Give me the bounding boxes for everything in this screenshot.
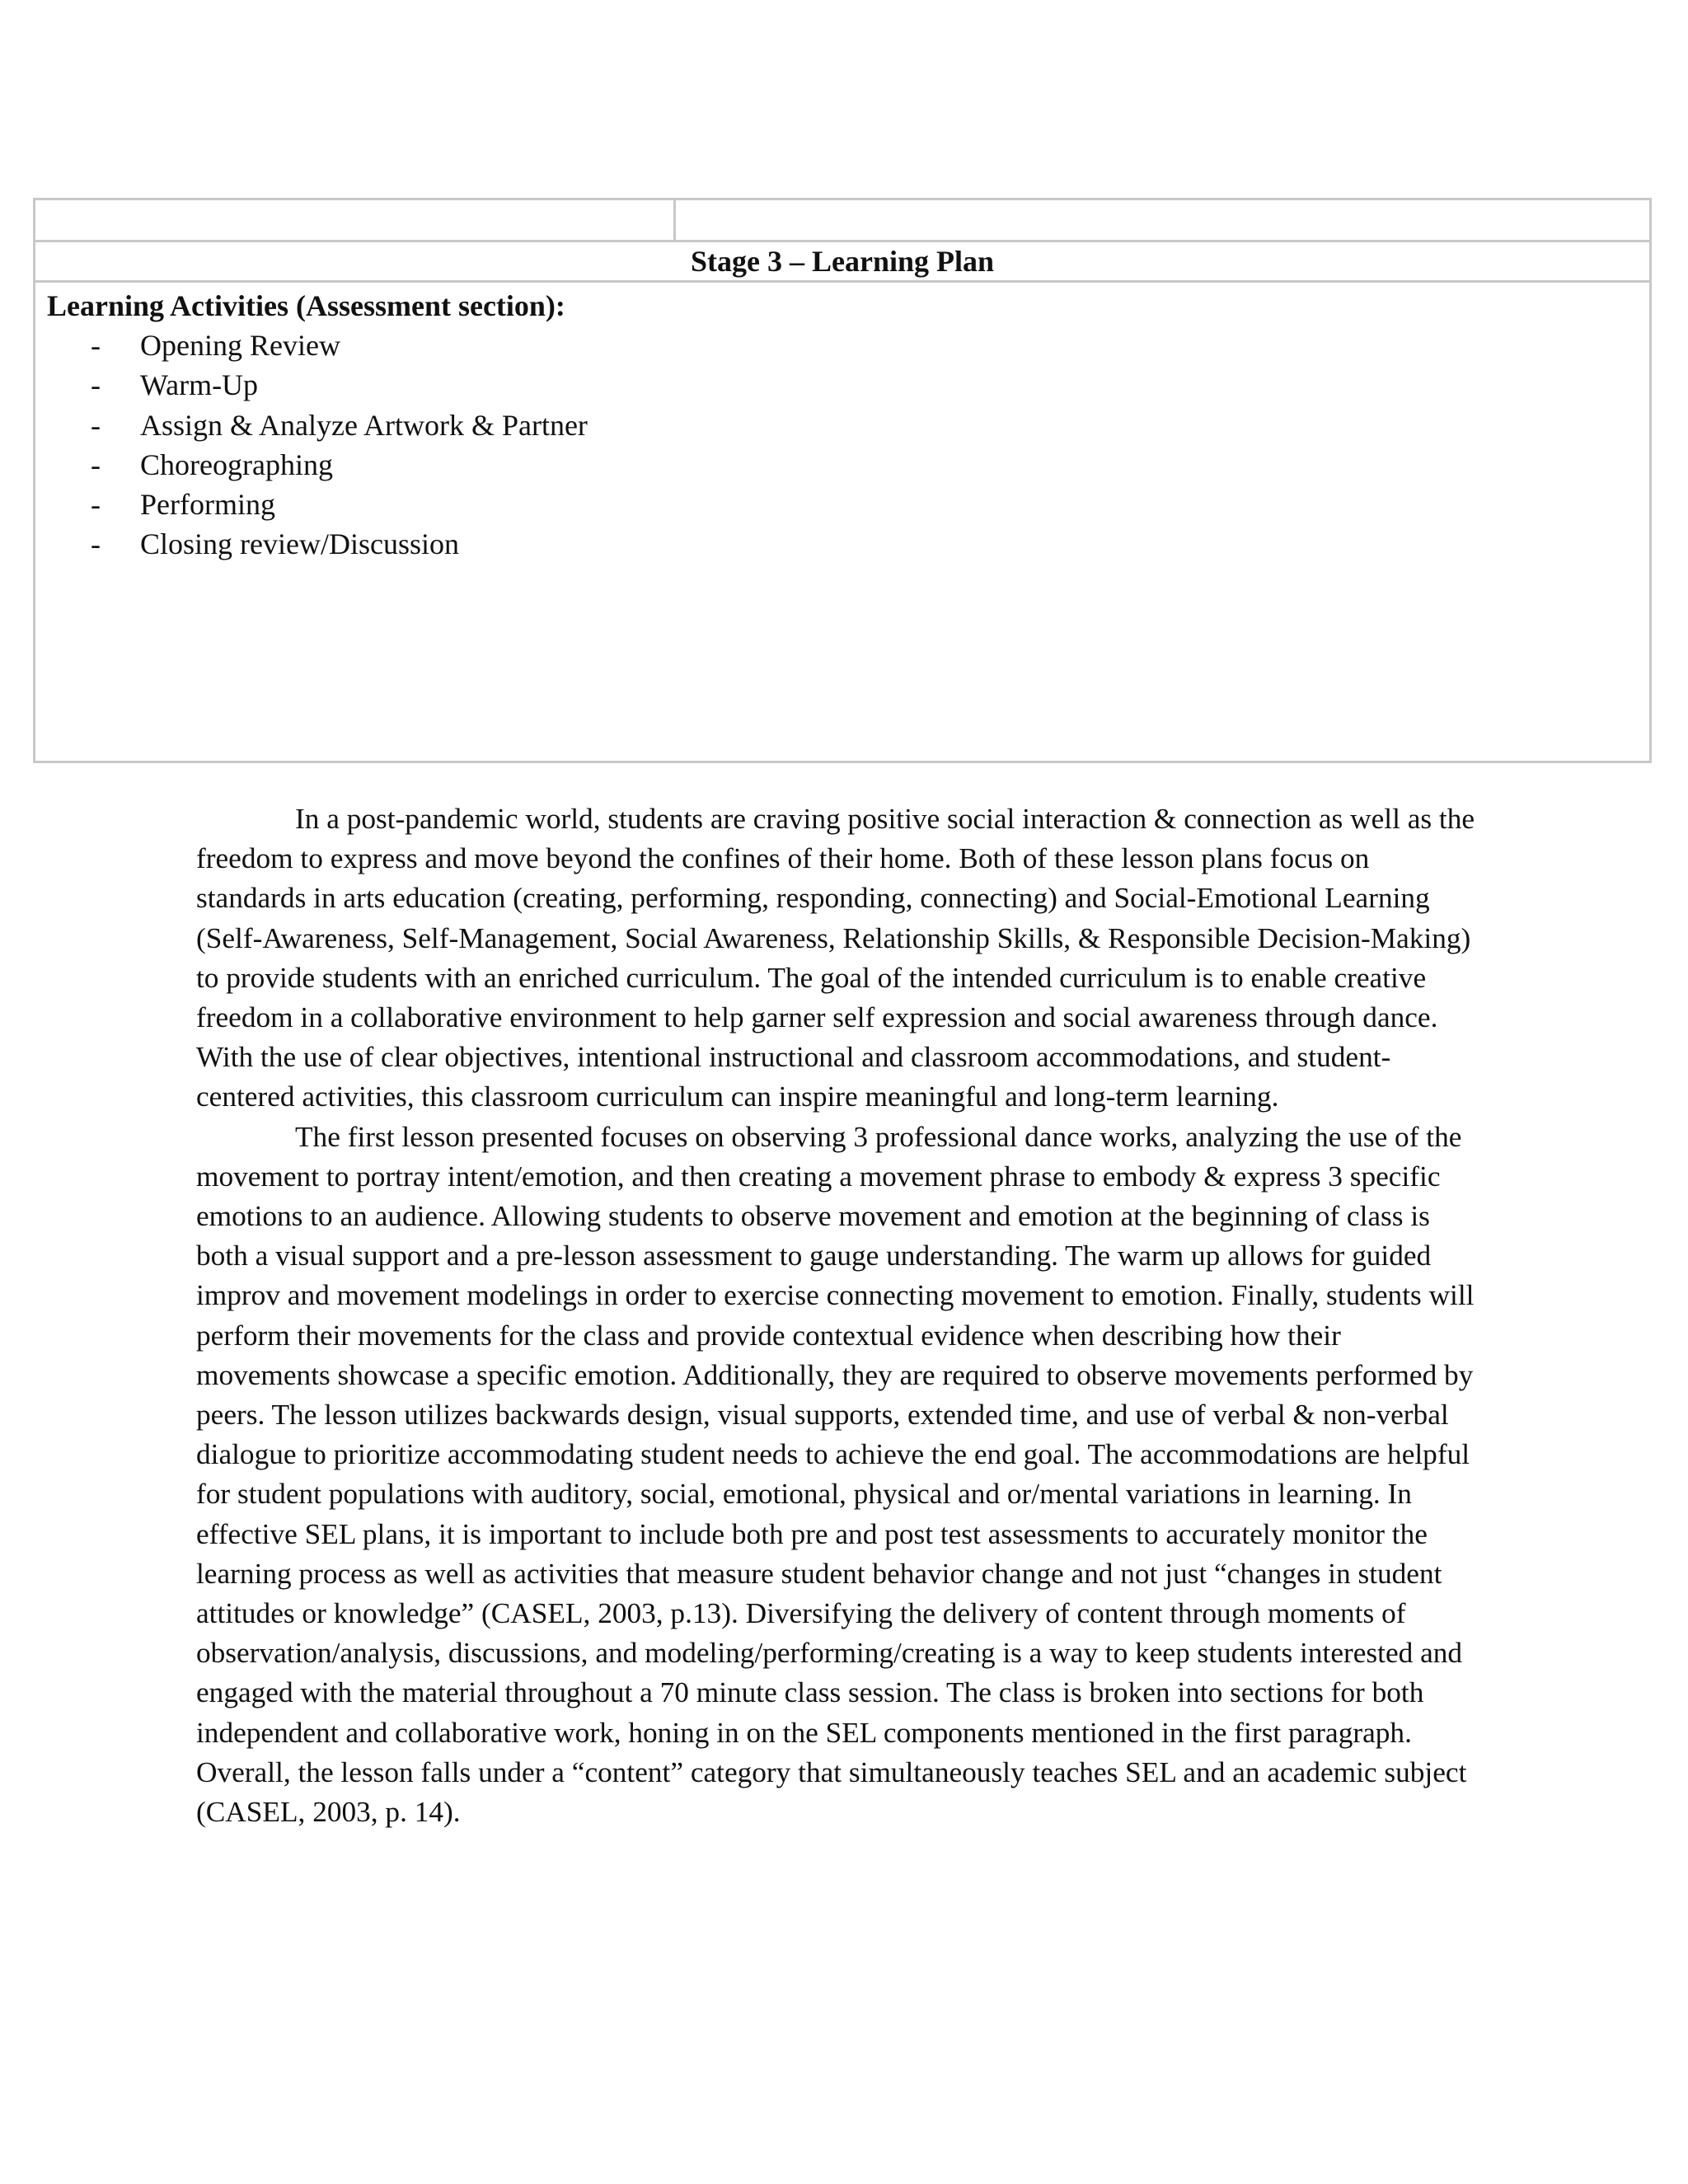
bullet-dash: - bbox=[91, 408, 101, 442]
essay-paragraph-intro: In a post-pandemic world, students are craving positive social interaction & connection as well as the freedom to express and move beyond the confines of their home. Both of these lesson plans focus on standards in arts education (creating, performing, responding, connecting) and Social-Emotional Learning (Self-Awareness, Self-Management, Social Awareness, Relationship Skills, & Responsible Decision-Making) to provide students with an enriched curriculum. The goal of the intended curriculum is to enable creative freedom in a collaborative environment to help garner self expression and social awareness through dance. With the use of clear objectives, intentional instructional and classroom accommodations, and student-centered activities, this classroom curriculum can inspire meaningful and long-term learning. bbox=[196, 803, 1475, 1113]
essay-paragraph-first-lesson: The first lesson presented focuses on observing 3 professional dance works, analyzing the use of the movement to portray intent/emotion, and then creating a movement phrase to embody & express 3 specific emotions to an audience. Allowing students to observe movement and emotion at the beginning of class is both a visual support and a pre-lesson assessment to gauge understanding. The warm up allows for guided improv and movement modelings in order to exercise connecting movement to emotion. Finally, students will perform their movements for the class and provide contextual evidence when describing how their movements showcase a specific emotion. Additionally, they are required to observe movements performed by peers. The lesson utilizes backwards design, visual supports, extended time, and use of verbal & non-verbal dialogue to prioritize accommodating student needs to achieve the end goal. The accommodations are helpful for student populations with auditory, social, emotional, physical and or/mental variations in learning. In effective SEL plans, it is important to include both pre and post test assessments to accurately monitor the learning process as well as activities that measure student behavior change and not just “changes in student attitudes or knowledge” (CASEL, 2003, p.13). Diversifying the delivery of content through moments of observation/analysis, discussions, and modeling/performing/creating is a way to keep students interested and engaged with the material throughout a 70 minute class session. The class is broken into sections for both independent and collaborative work, honing in on the SEL components mentioned in the first paragraph. Overall, the lesson falls under a “content” category that simultaneously teaches SEL and an academic subject (CASEL, 2003, p. 14). bbox=[196, 1120, 1475, 1829]
essay-body bbox=[196, 799, 1482, 1832]
activities-cell bbox=[35, 283, 1649, 761]
list-item bbox=[47, 405, 1649, 445]
activities-list bbox=[47, 326, 1649, 565]
bullet-dash: - bbox=[91, 527, 101, 561]
activity-label: Performing bbox=[140, 488, 275, 522]
list-item bbox=[47, 485, 1649, 524]
empty-cell-right bbox=[676, 200, 1649, 240]
activity-label: Warm-Up bbox=[140, 368, 259, 402]
table-header-row bbox=[35, 200, 1649, 242]
activity-label: Choreographing bbox=[140, 448, 333, 481]
list-item bbox=[47, 445, 1649, 485]
list-item bbox=[47, 524, 1649, 564]
activities-heading: Learning Activities (Assessment section): bbox=[47, 289, 565, 322]
bullet-dash: - bbox=[91, 368, 101, 402]
activity-label: Assign & Analyze Artwork & Partner bbox=[140, 408, 588, 442]
activity-label: Opening Review bbox=[140, 329, 340, 362]
list-item bbox=[47, 326, 1649, 365]
stage-title: Stage 3 – Learning Plan bbox=[35, 242, 1649, 283]
bullet-dash: - bbox=[91, 448, 101, 481]
learning-plan-table bbox=[33, 198, 1652, 763]
activity-label: Closing review/Discussion bbox=[140, 527, 459, 561]
bullet-dash: - bbox=[91, 329, 101, 362]
list-item bbox=[47, 365, 1649, 405]
empty-cell-left bbox=[35, 200, 676, 240]
bullet-dash: - bbox=[91, 488, 101, 522]
